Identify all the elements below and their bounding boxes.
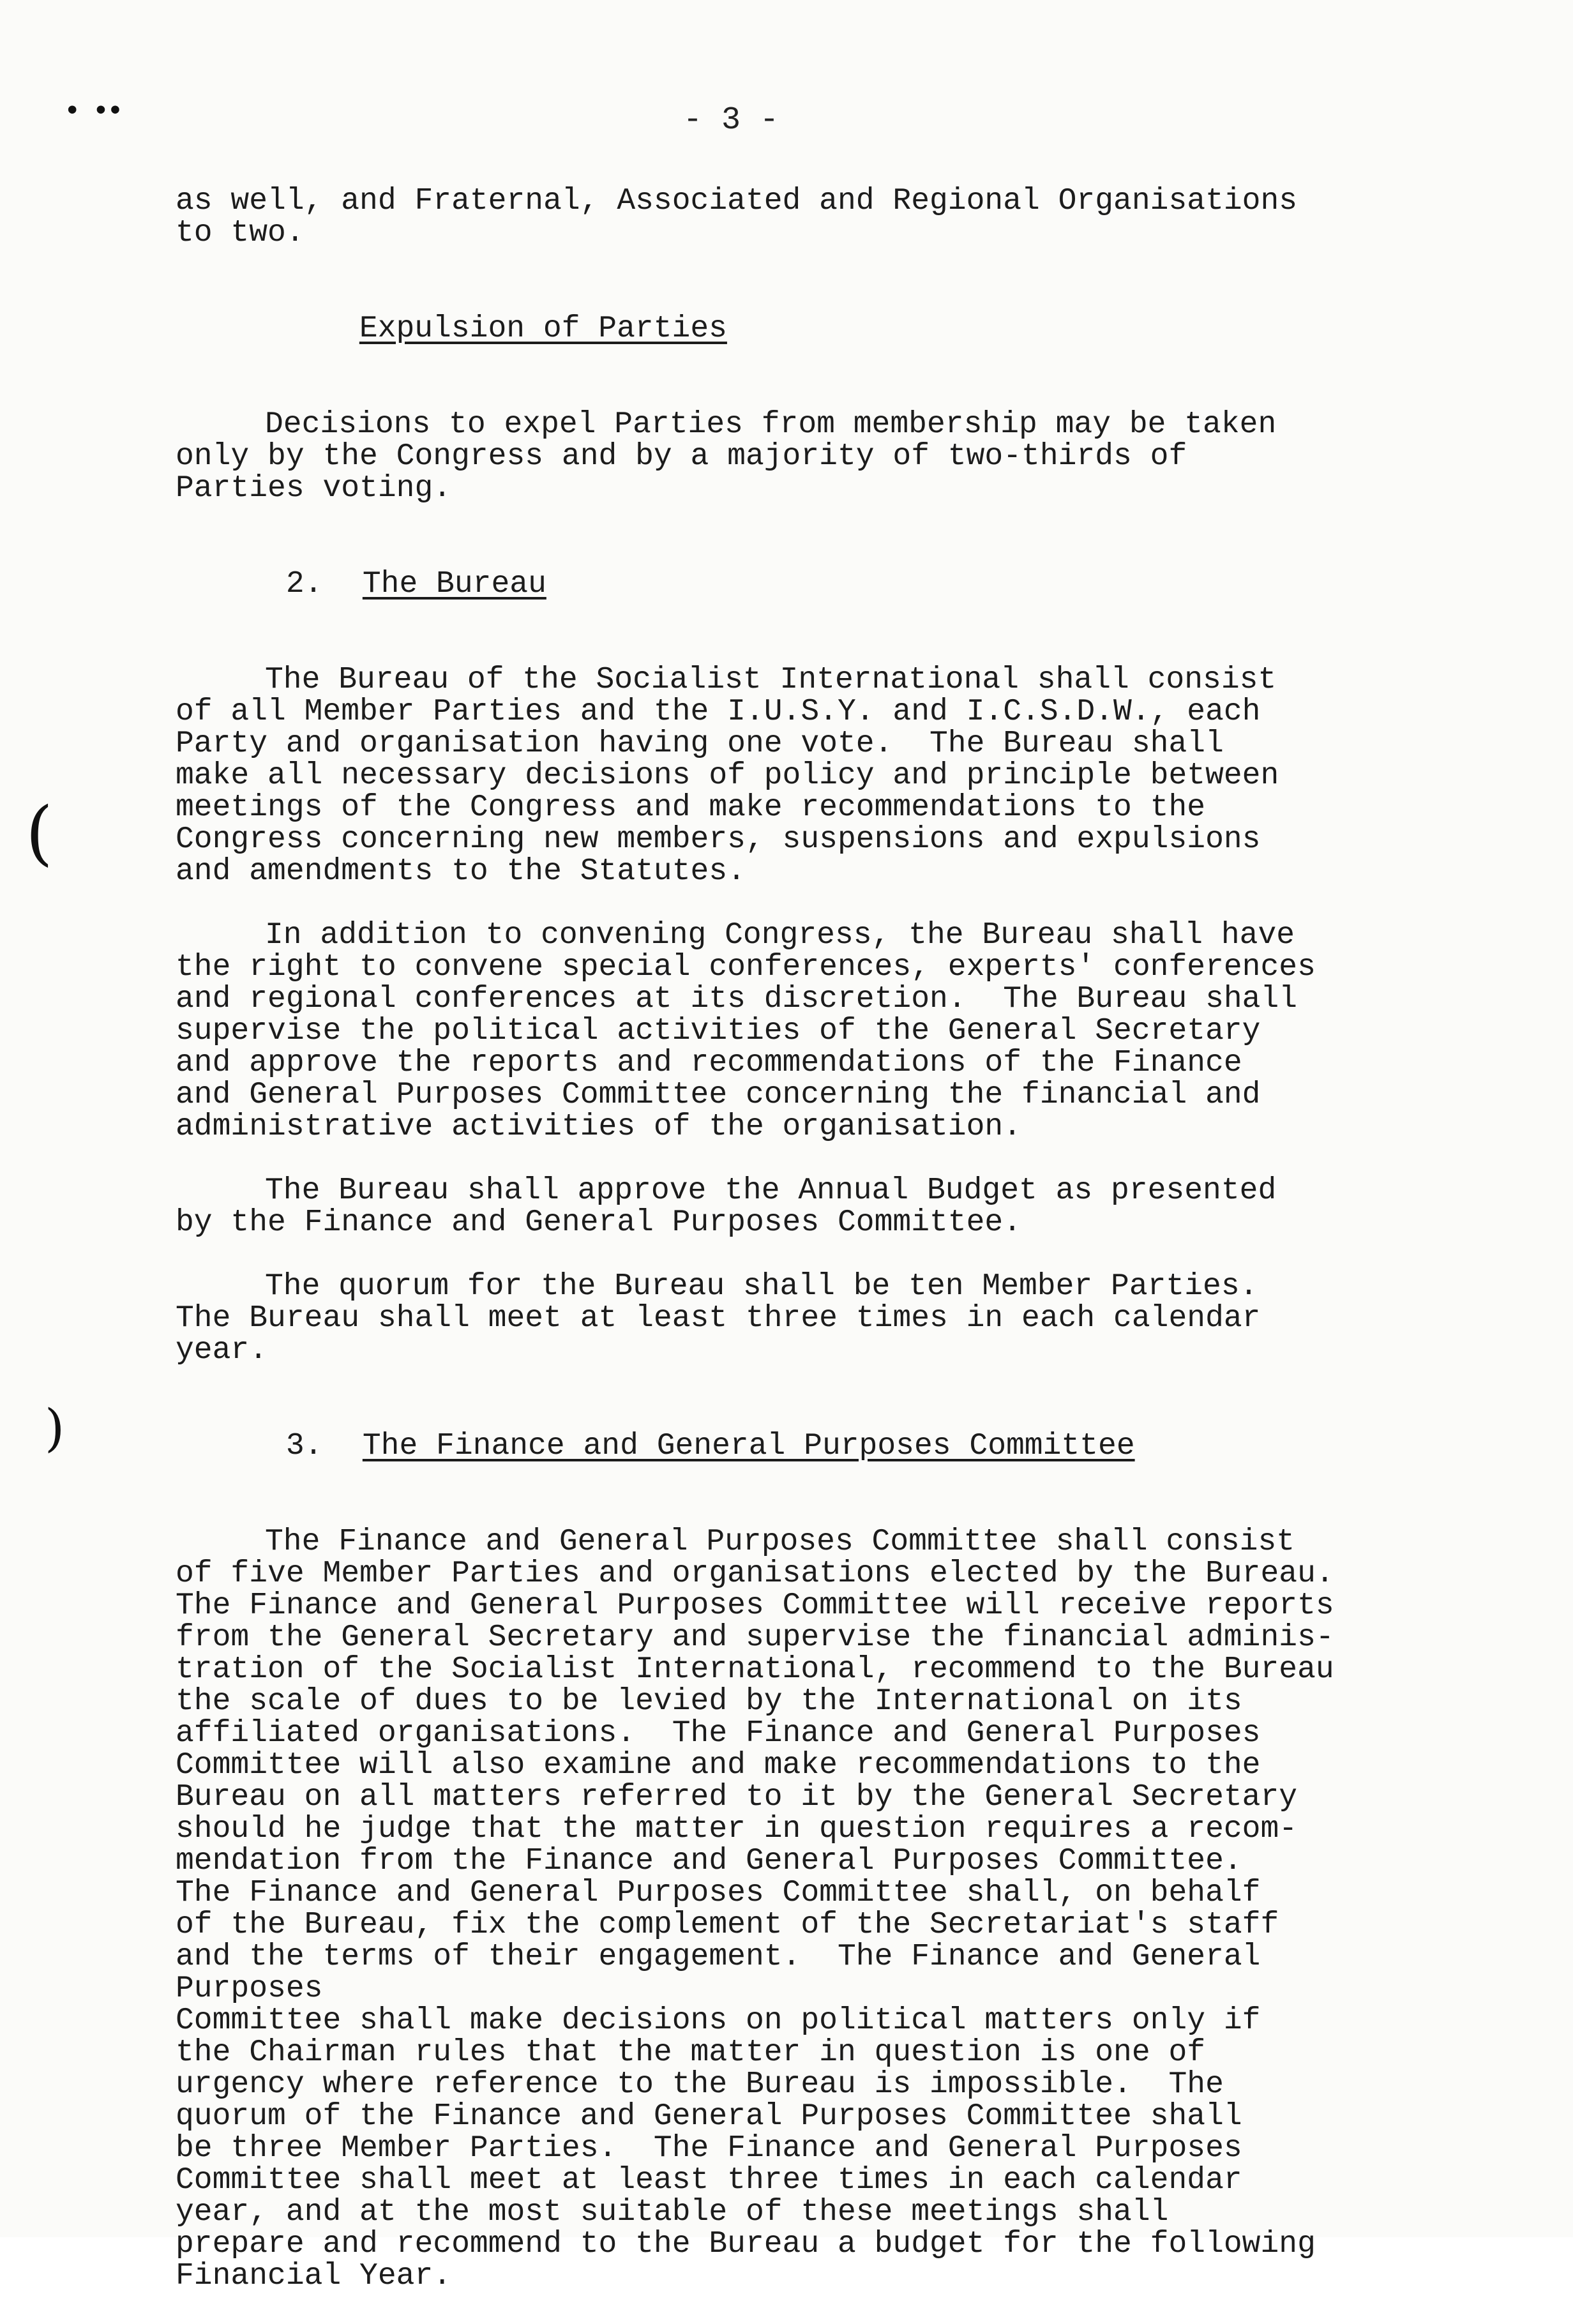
margin-mark-upper: ( (26, 792, 53, 873)
continuation-paragraph: as well, and Fraternal, Associated and Regional Organisations to two. (176, 184, 1298, 250)
finance-paragraph: The Finance and General Purposes Committee shall consist of five Member Parties and organisations elected by the Bureau. The Finance and General Purposes Committee will receive reports from the General Secretary and supervise the financial adminis- tration of the Socialist International, recommend to the Bureau the scale of dues to be levied by the International on its affiliated organisations. The Finance and General Purposes Committee will also examine and make recommendations to the Bureau on all matters referred to it by the General Secretary should he judge that the matter in question requires a recom- mendation from the Finance and General Purposes Committee. The Finance and General Purposes Committee shall, on behalf of the Bureau, fix the complement of the Secretariat's staff and the terms of their engagement. The Finance and General Purposes Committee shall make decisions on political matters only if the Chairman rules that the matter in question is one of urgency where reference to the Bureau is impossible. The quorum of the Finance and General Purposes Committee shall be three Member Parties. The Finance and General Purposes Committee shall meet at least three times in each calendar year, and at the most suitable of these meetings shall prepare and recommend to the Bureau a budget for the following Financial Year. (176, 1525, 1334, 2293)
margin-mark-lower: ) (45, 1398, 65, 1458)
bureau-heading (176, 536, 1389, 632)
expulsion-heading-text: Expulsion of Parties (359, 312, 727, 346)
finance-heading-text: The Finance and General Purposes Committee (362, 1429, 1135, 1463)
expulsion-paragraph: Decisions to expel Parties from membership may be taken only by the Congress and by a majority of two-thirds of Parties voting. (176, 407, 1277, 506)
finance-section-number: 3. (285, 1429, 323, 1463)
bureau-heading-text: The Bureau (362, 567, 546, 601)
bureau-paragraph-conferences: In addition to convening Congress, the Bureau shall have the right to convene special conferences, experts' conferences and regional conferences at its discretion. The Bureau shall supervise the political activities of the General Secretary and approve the reports and recommendations of the Finance and General Purposes Committee concerning the financial and administrative activities of the organisation. (176, 918, 1316, 1144)
corner-mark: • •• (64, 96, 121, 128)
bureau-section-number: 2. (285, 567, 323, 601)
bureau-paragraph-budget: The Bureau shall approve the Annual Budget as presented by the Finance and General Purposes Committee. (176, 1173, 1277, 1240)
bureau-paragraph-composition: The Bureau of the Socialist International shall consist of all Member Parties and the I.U.S.Y. and I.C.S.D.W., each Party and organisation having one vote. The Bureau shall make all necessary decisions of policy and principle between meetings of the Congress and make recommendations to the Congress concerning new members, suspensions and expulsions and amendments to the Statutes. (176, 663, 1279, 889)
page-number: - 3 - (683, 102, 779, 139)
document-body (176, 185, 1389, 2324)
finance-heading (176, 1398, 1389, 1494)
expulsion-heading (176, 281, 1389, 377)
bureau-paragraph-quorum: The quorum for the Bureau shall be ten Member Parties. The Bureau shall meet at least three times in each calendar year. (176, 1269, 1261, 1368)
